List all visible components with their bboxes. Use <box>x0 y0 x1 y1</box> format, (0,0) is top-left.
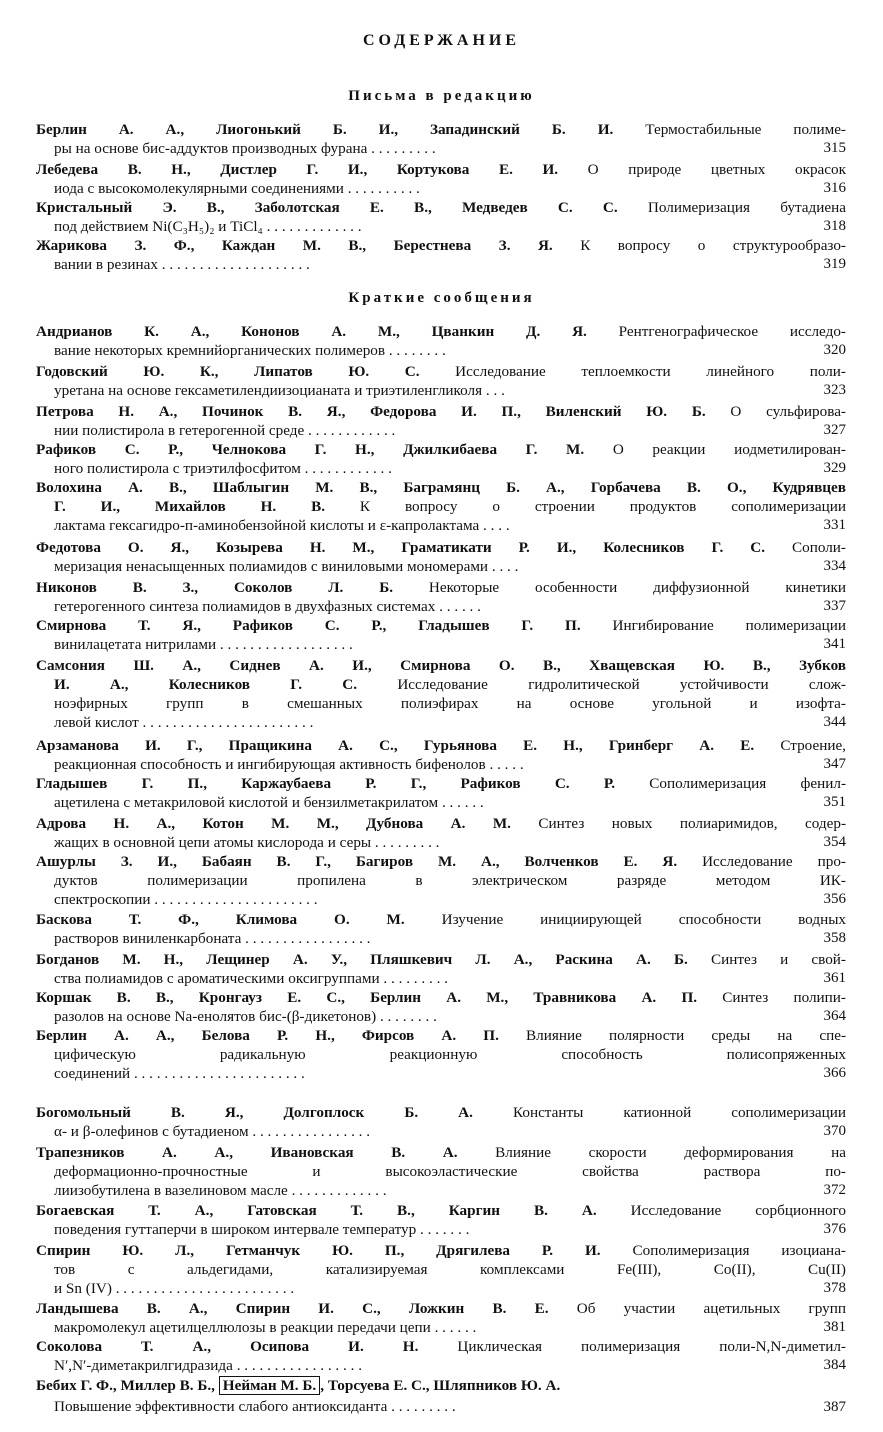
toc-line <box>36 381 846 400</box>
toc-line <box>36 139 846 158</box>
entry-authors: Адрова Н. А., Котон М. М., Дубнова А. М. <box>36 815 511 832</box>
page-number: 376 <box>823 1221 846 1237</box>
toc-entry <box>36 910 846 948</box>
entry-title-text: лактама гексагидро-п-аминобензойной кислоты и ε-капролактама . . . . <box>54 517 510 534</box>
entry-title-text: Некоторые особенности диффузионной кинетики <box>393 579 846 596</box>
toc-line <box>36 1220 846 1239</box>
entry-title-text: Рентгенографическое исследо- <box>586 323 846 340</box>
page-number: 337 <box>823 598 846 614</box>
toc-line <box>36 459 846 478</box>
entry-title-text: Строение, <box>754 737 846 754</box>
entry-title-text: лиизобутилена в вазелиновом масле . . . . . . . . . . . . . <box>54 1182 387 1199</box>
toc-line <box>36 1395 846 1419</box>
toc-entry <box>36 578 846 616</box>
toc-entry <box>36 322 846 360</box>
page-number: 370 <box>823 1123 846 1139</box>
toc-line <box>36 255 846 274</box>
entry-title-text: ного полистирола с триэтилфосфитом . . . . . . . . . . . . <box>54 460 392 477</box>
entry-title-text: жащих в основной цепи атомы кислорода и серы . . . . . . . . . <box>54 834 440 851</box>
toc-line <box>36 1045 846 1064</box>
toc-line <box>36 160 846 179</box>
toc-line <box>36 120 846 139</box>
entry-title-text: Синтез новых полиаримидов, содер- <box>510 815 846 832</box>
toc-entry <box>36 160 846 198</box>
entry-title-text: и Sn (IV) . . . . . . . . . . . . . . . . . . . . . . . . <box>54 1280 295 1297</box>
toc-entry <box>36 736 846 774</box>
toc-line <box>36 969 846 988</box>
entry-title-text: Константы катионной сополимеризации <box>472 1104 846 1121</box>
toc-entry <box>36 774 846 812</box>
entry-title-text: соединений . . . . . . . . . . . . . . . . . . . . . . . <box>54 1065 305 1082</box>
entry-authors: Арзаманова И. Г., Пращикина А. С., Гурьянова Е. Н., Гринберг А. Е. <box>36 737 755 754</box>
toc-entry <box>36 120 846 158</box>
toc-entry <box>36 1201 846 1239</box>
entry-title-text: α- и β-олефинов с бутадиеном . . . . . . . . . . . . . . . . <box>54 1123 371 1140</box>
toc-entry <box>36 950 846 988</box>
entry-title-text: Термостабильные полиме- <box>613 121 846 138</box>
entry-title-text: Исследование про- <box>677 853 846 870</box>
entry-title-text: тов с альдегидами, катализируемая комплексами Fe(III), Co(II), Cu(II) <box>54 1261 846 1278</box>
entry-authors: Бебих Г. Ф., Миллер В. Б., <box>36 1377 215 1394</box>
entry-authors-continued: , Торсуева Е. С., Шляпников Ю. А. <box>320 1377 561 1394</box>
toc-line <box>36 694 846 713</box>
toc-entry <box>36 1103 846 1141</box>
entry-title-text: Влияние полярности среды на спе- <box>498 1027 846 1044</box>
entry-authors: Рафиков С. Р., Челнокова Г. Н., Джилкибаева Г. М. <box>36 441 585 458</box>
toc-line <box>36 217 846 236</box>
entry-title-text: спектроскопии . . . . . . . . . . . . . . . . . . . . . . <box>54 891 318 908</box>
toc-entry <box>36 402 846 440</box>
toc-entry <box>36 814 846 852</box>
toc-line <box>36 1103 846 1122</box>
entry-title-text: Исследование теплоемкости линейного поли- <box>419 363 846 380</box>
entry-authors: Андрианов К. А., Кононов А. М., Цванкин Д. Я. <box>36 323 587 340</box>
toc-entry <box>36 362 846 400</box>
toc-line <box>36 988 846 1007</box>
toc-line <box>36 910 846 929</box>
entry-title-text: Сополи- <box>765 539 846 556</box>
toc-line <box>36 402 846 421</box>
toc-line <box>36 1143 846 1162</box>
entry-authors: Волохина А. В., Шаблыгин М. В., Баграмянц Б. А., Горбачева В. О., Кудрявцев <box>36 479 846 496</box>
page-number: 316 <box>823 180 846 196</box>
toc-entry <box>36 1026 846 1083</box>
entry-title-text: ры на основе бис-аддуктов производных фурана . . . . . . . . . <box>54 140 436 157</box>
toc-line <box>36 656 846 675</box>
entry-authors: Коршак В. В., Кронгауз Е. С., Берлин А. М., Травникова А. П. <box>36 989 698 1006</box>
entry-title-text: N′,N′-диметакрилгидразида . . . . . . . . . . . . . . . . . <box>54 1357 362 1374</box>
page-number: 347 <box>823 756 846 772</box>
entry-title-text: К вопросу о строении продуктов сополимеризации <box>325 498 846 515</box>
page-number: 387 <box>823 1399 846 1415</box>
entry-authors: Спирин Ю. Л., Гетманчук Ю. П., Дрягилева Р. И. <box>36 1242 601 1259</box>
toc-line <box>36 871 846 890</box>
toc-line <box>36 1181 846 1200</box>
toc-line <box>36 833 846 852</box>
page-number: 341 <box>823 636 846 652</box>
page-number: 351 <box>823 794 846 810</box>
entry-title-text: Ингибирование полимеризации <box>580 617 846 634</box>
entry-authors: Берлин А. А., Лиогонький Б. И., Западинский Б. И. <box>36 121 614 138</box>
page-number: 381 <box>823 1319 846 1335</box>
entry-title-text: Синтез полипи- <box>697 989 846 1006</box>
toc-line <box>36 198 846 217</box>
entry-authors: Федотова О. Я., Козырева Н. М., Граматикати Р. И., Колесников Г. С. <box>36 539 765 556</box>
page-number: 358 <box>823 930 846 946</box>
section-heading: Краткие сообщения <box>348 290 535 306</box>
toc-line <box>36 1026 846 1045</box>
toc-line <box>36 538 846 557</box>
toc-entry <box>36 236 846 274</box>
entry-title-text: О сульфирова- <box>705 403 846 420</box>
entry-authors: Трапезников А. А., Ивановская В. А. <box>36 1144 458 1161</box>
page-number: 354 <box>823 834 846 850</box>
toc-line <box>36 713 846 732</box>
toc-line <box>36 597 846 616</box>
toc-line <box>36 421 846 440</box>
toc-line <box>36 675 846 694</box>
entry-title-text: О природе цветных окрасок <box>558 161 846 178</box>
page-number: 327 <box>823 422 846 438</box>
entry-authors: Баскова Т. Ф., Климова О. М. <box>36 911 405 928</box>
page-number: 318 <box>823 218 846 234</box>
entry-authors: Самсония Ш. А., Сиднев А. И., Смирнова О. В., Хващевская Ю. В., Зубков <box>36 657 846 674</box>
page-number: 323 <box>823 382 846 398</box>
toc-line <box>36 890 846 909</box>
entry-title-text: Полимеризация бутадиена <box>617 199 846 216</box>
page-number: 315 <box>823 140 846 156</box>
entry-title-text: ацетилена с метакриловой кислотой и бензилметакрилатом . . . . . . <box>54 794 484 811</box>
toc-entry <box>36 656 846 732</box>
toc-entry <box>36 1337 846 1375</box>
page-number: 356 <box>823 891 846 907</box>
toc-line <box>36 1318 846 1337</box>
entry-title-text: цифическую радикальную реакционную способность полисопряженных <box>54 1046 846 1063</box>
toc-line <box>36 1279 846 1298</box>
page-number: 329 <box>823 460 846 476</box>
entry-authors: Кристальный Э. В., Заболотская Е. В., Медведев С. С. <box>36 199 618 216</box>
toc-line <box>36 793 846 812</box>
entry-authors: Жарикова З. Ф., Каждан М. В., Берестнева З. Я. <box>36 237 553 254</box>
toc-entry <box>36 852 846 909</box>
entry-title-text: под действием Ni(C₃H₅)₂ и TiCl₄ . . . . . . . . . . . . . <box>54 218 362 235</box>
entry-authors: Берлин А. А., Белова Р. Н., Фирсов А. П. <box>36 1027 499 1044</box>
entry-title-text: поведения гуттаперчи в широком интервале температур . . . . . . . <box>54 1221 470 1238</box>
toc-line <box>36 1064 846 1083</box>
entry-title-text: Исследование гидролитической устойчивости слож- <box>357 676 846 693</box>
entry-title-text: дуктов полимеризации пропилена в электрическом разряде методом ИК- <box>54 872 846 889</box>
entry-authors: Ландышева В. А., Спирин И. С., Ложкин В. Е. <box>36 1300 549 1317</box>
entry-title-text: Циклическая полимеризация поли-N,N-диметил- <box>418 1338 846 1355</box>
entry-title-text: иода с высокомолекулярными соединениями . . . . . . . . . . <box>54 180 420 197</box>
toc-line <box>36 557 846 576</box>
toc-line <box>36 950 846 969</box>
toc-line <box>36 1162 846 1181</box>
toc-entry <box>36 988 846 1026</box>
page-number: 319 <box>823 256 846 272</box>
toc-line <box>36 440 846 459</box>
entry-authors: Гладышев Г. П., Каржаубаева Р. Г., Рафиков С. Р. <box>36 775 616 792</box>
entry-title-text: меризация ненасыщенных полиамидов с виниловыми мономерами . . . . <box>54 558 519 575</box>
entry-title-text: Сополимеризация фенил- <box>615 775 846 792</box>
entry-title-text: ства полиамидов с ароматическими оксигруппами . . . . . . . . . <box>54 970 448 987</box>
toc-entry <box>36 1143 846 1200</box>
toc-entry <box>36 1299 846 1337</box>
page-number: 320 <box>823 342 846 358</box>
entry-authors: Ашурлы З. И., Бабаян В. Г., Багиров М. А., Волченков Е. Я. <box>36 853 678 870</box>
toc-line <box>36 1007 846 1026</box>
toc-line <box>36 236 846 255</box>
toc-line <box>36 322 846 341</box>
entry-title-text: уретана на основе гексаметилендиизоцианата и триэтиленгликоля . . . <box>54 382 505 399</box>
toc-entry <box>36 478 846 535</box>
toc-line <box>36 179 846 198</box>
entry-authors: Г. И., Михайлов Н. В. <box>54 498 326 515</box>
toc-entry <box>36 1241 846 1298</box>
toc-line <box>36 852 846 871</box>
section-heading: Письма в редакцию <box>348 88 535 104</box>
entry-title-text: макромолекул ацетилцеллюлозы в реакции передачи цепи . . . . . . <box>54 1319 477 1336</box>
entry-authors: Смирнова Т. Я., Рафиков С. Р., Гладышев Г. П. <box>36 617 581 634</box>
page-number: 364 <box>823 1008 846 1024</box>
toc-line <box>36 1201 846 1220</box>
toc-line <box>36 516 846 535</box>
entry-title-text: Повышение эффективности слабого антиоксиданта . . . . . . . . . <box>54 1398 456 1415</box>
toc-line <box>36 1241 846 1260</box>
entry-title-text: вание некоторых кремнийорганических полимеров . . . . . . . . <box>54 342 446 359</box>
page-number: 372 <box>823 1182 846 1198</box>
entry-title-text: Сополимеризация изоцианa- <box>600 1242 846 1259</box>
toc-line <box>36 774 846 793</box>
page-number: 361 <box>823 970 846 986</box>
toc-line <box>36 755 846 774</box>
toc-line <box>36 814 846 833</box>
entry-authors: Богаевская Т. А., Гатовская Т. В., Каргин В. А. <box>36 1202 597 1219</box>
toc-line <box>36 478 846 497</box>
toc-line <box>36 341 846 360</box>
entry-authors: Богданов М. Н., Лещинер А. У., Пляшкевич Л. А., Раскина А. Б. <box>36 951 688 968</box>
entry-title-text: О реакции иодметилирован- <box>584 441 846 458</box>
toc-entry <box>36 440 846 478</box>
toc-line <box>36 497 846 516</box>
entry-title-text: Влияние скорости деформирования на <box>457 1144 846 1161</box>
toc-line <box>36 736 846 755</box>
toc-entry <box>36 616 846 654</box>
entry-title-text: гетерогенного синтеза полиамидов в двухфазных системах . . . . . . <box>54 598 481 615</box>
toc-entry <box>36 198 846 236</box>
entry-authors: Никонов В. З., Соколов Л. Б. <box>36 579 394 596</box>
toc-line <box>36 1356 846 1375</box>
page-number: 344 <box>823 714 846 730</box>
toc-entry <box>36 538 846 576</box>
entry-authors: Соколова Т. А., Осипова И. Н. <box>36 1338 419 1355</box>
entry-title-text: Изучение инициирующей способности водных <box>404 911 846 928</box>
entry-title-text: Об участии ацетильных групп <box>548 1300 846 1317</box>
entry-authors: Петрова Н. А., Починок В. Я., Федорова И. П., Виленский Ю. Б. <box>36 403 706 420</box>
toc-line <box>36 616 846 635</box>
entry-title-text: левой кислот . . . . . . . . . . . . . . . . . . . . . . . <box>54 714 314 731</box>
toc-line <box>36 635 846 654</box>
toc-line <box>36 1337 846 1356</box>
toc-line <box>36 1260 846 1279</box>
entry-title-text: Синтез и свой- <box>687 951 846 968</box>
entry-title-text: ноэфирных групп в смешанных полиэфирах на основе угольной и изофта- <box>54 695 846 712</box>
entry-authors: Годовский Ю. К., Липатов Ю. С. <box>36 363 420 380</box>
entry-title-text: реакционная способность и ингибирующая активность бифенолов . . . . . <box>54 756 524 773</box>
page-title: СОДЕРЖАНИЕ <box>362 32 521 49</box>
entry-title-text: вании в резинах . . . . . . . . . . . . . . . . . . . . <box>54 256 310 273</box>
page-number: 378 <box>823 1280 846 1296</box>
entry-title-text: нии полистирола в гетерогенной среде . . . . . . . . . . . . <box>54 422 396 439</box>
entry-authors: Богомольный В. Я., Долгоплоск Б. А. <box>36 1104 473 1121</box>
toc-line <box>36 362 846 381</box>
entry-title-text: К вопросу о структурообразо- <box>552 237 846 254</box>
entry-title-text: растворов виниленкарбоната . . . . . . . . . . . . . . . . . <box>54 930 371 947</box>
page-number: 384 <box>823 1357 846 1373</box>
toc-line <box>36 1122 846 1141</box>
entry-title-text: деформационно-прочностные и высокоэластические свойства раствора по- <box>54 1163 846 1180</box>
entry-authors: И. А., Колесников Г. С. <box>54 676 358 693</box>
toc-line <box>36 578 846 597</box>
page-number: 366 <box>823 1065 846 1081</box>
entry-title-text: винилацетата нитрилами . . . . . . . . . . . . . . . . . . <box>54 636 353 653</box>
toc-line <box>36 1376 846 1395</box>
boxed-author: Нейман М. Б. <box>219 1376 320 1395</box>
toc-line <box>36 929 846 948</box>
page-number: 331 <box>823 517 846 533</box>
entry-title-text: разолов на основе Na-енолятов бис-(β-дикетонов) . . . . . . . . <box>54 1008 437 1025</box>
toc-line <box>36 1299 846 1318</box>
entry-authors: Лебедева В. Н., Дистлер Г. И., Кортукова Е. И. <box>36 161 559 178</box>
entry-title-text: Исследование сорбционного <box>596 1202 846 1219</box>
page-number: 334 <box>823 558 846 574</box>
toc-entry-last <box>36 1376 846 1419</box>
